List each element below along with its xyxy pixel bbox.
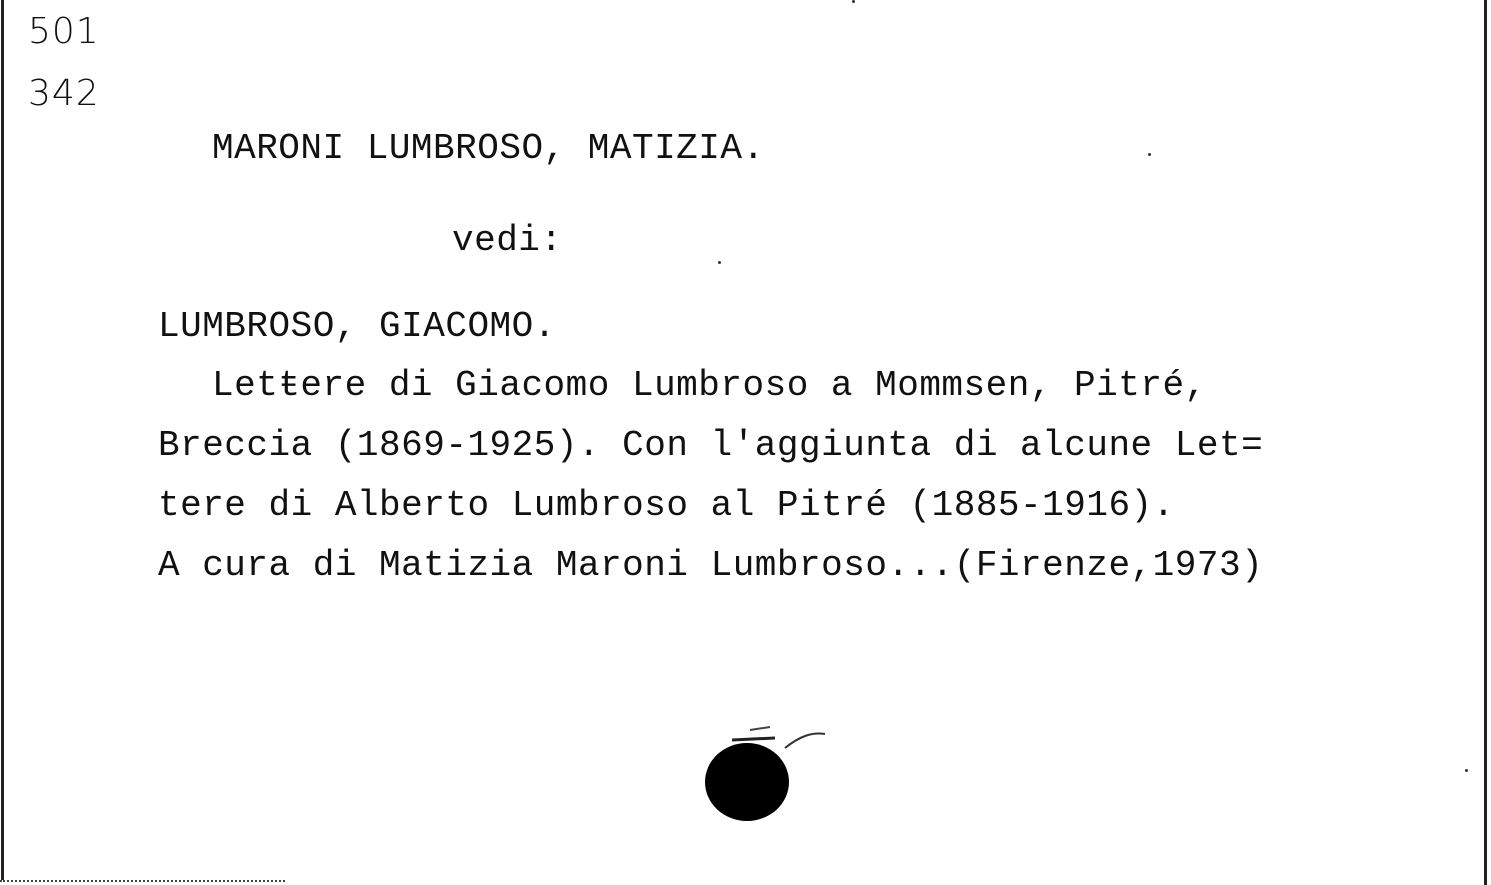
title-line-4: A cura di Matizia Maroni Lumbroso...(Firenze,1973) <box>158 545 1264 586</box>
card-right-edge <box>1484 0 1487 885</box>
dust-speck <box>1148 153 1151 156</box>
call-number-line-2: 342 <box>28 73 100 114</box>
dust-speck <box>1465 769 1468 772</box>
card-left-edge <box>1 0 4 880</box>
dust-speck <box>718 261 721 264</box>
punch-hole-mark-icon <box>730 722 840 762</box>
card-heading: MARONI LUMBROSO, MATIZIA. <box>212 128 765 169</box>
title-line-1: Letŧere di Giacomo Lumbroso a Mommsen, Pitré, <box>212 365 1207 406</box>
title-line-2: Breccia (1869-1925). Con l'aggiunta di alcune Let= <box>158 425 1264 466</box>
call-number-line-1: 501 <box>28 11 100 52</box>
card-bottom-edge <box>0 880 285 884</box>
title-line-3: tere di Alberto Lumbroso al Pitré (1885-1916). <box>158 485 1175 526</box>
author-entry: LUMBROSO, GIACOMO. <box>158 306 556 347</box>
see-reference: vedi: <box>452 220 563 261</box>
dust-speck <box>852 0 855 3</box>
